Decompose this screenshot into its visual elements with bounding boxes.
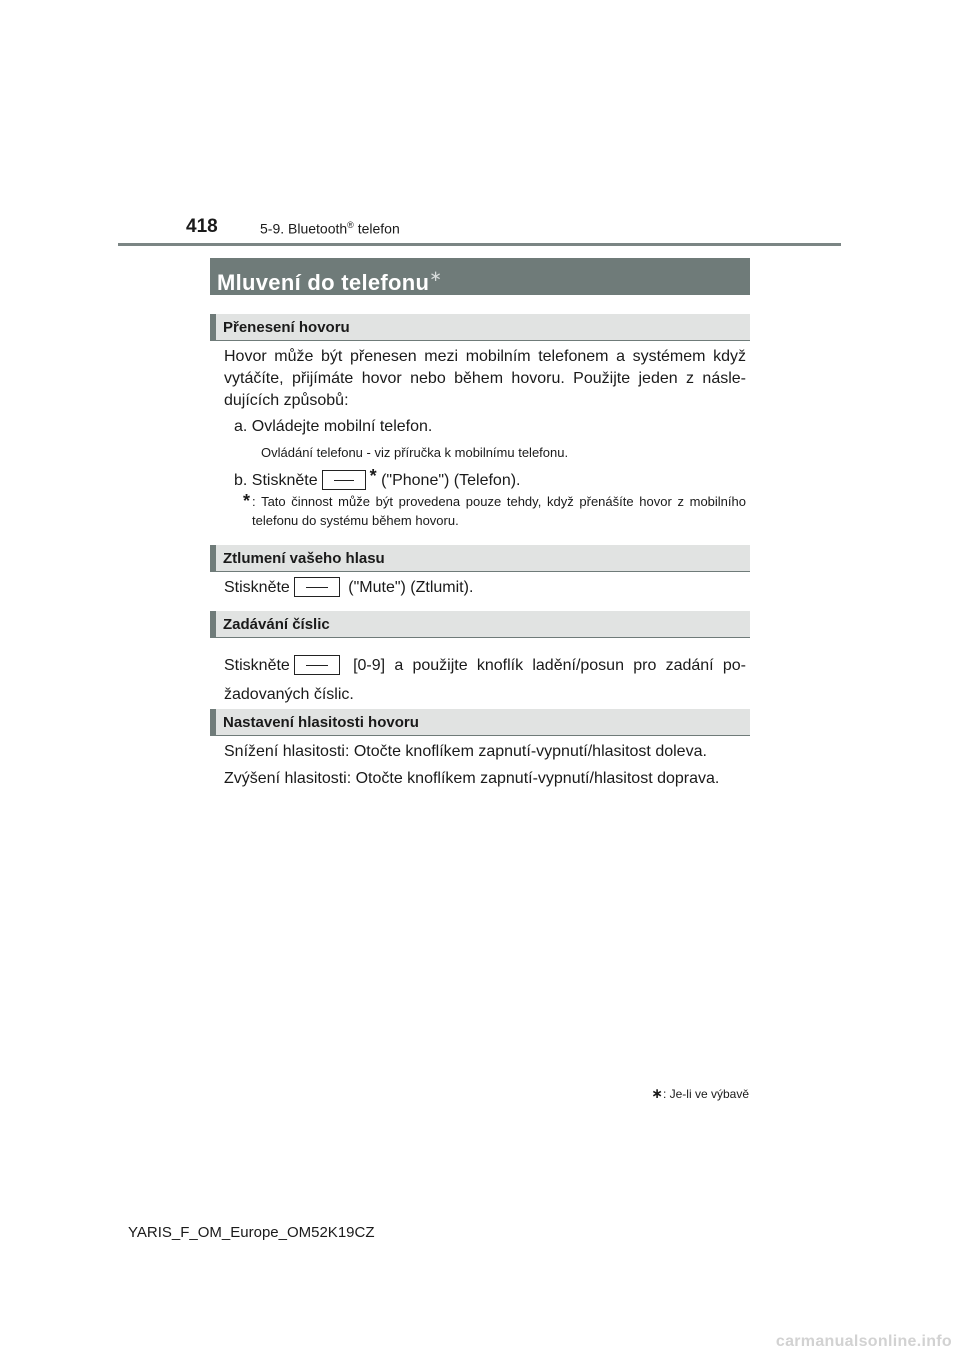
heading-digits: Zadávání číslic <box>210 611 750 638</box>
volume-increase: Zvýšení hlasitosti: Otočte knoflíkem zapnutí-vypnutí/hlasitost doprava. <box>224 770 720 787</box>
optional-footnote: ∗: Je-li ve výbavě <box>651 1085 749 1101</box>
mute-button-icon <box>294 577 340 597</box>
volume-decrease: Snížení hlasitosti: Otočte knoflíkem zapnutí-vypnutí/hlasitost doleva. <box>224 743 707 760</box>
header-divider <box>118 243 841 246</box>
transfer-item-a-note: Ovládání telefonu - viz příručka k mobilnímu telefonu. <box>261 445 569 460</box>
digits-instruction: Stiskněte [0-9] a použijte knoflík ladění/posun pro zadání po-žadovaných číslic. <box>224 657 746 703</box>
transfer-note: * : Tato činnost může být provedena pouze tehdy, když přenášíte hovor z mobilního telefonu do systému během hovoru. <box>243 491 746 528</box>
transfer-item-a: a. Ovládejte mobilní telefon. <box>234 418 433 435</box>
page-title: Mluvení do telefonu∗ <box>210 258 750 295</box>
digits-button-icon <box>294 655 340 675</box>
watermark: carmanualsonline.info <box>775 1333 952 1350</box>
page-number: 418 <box>186 216 218 237</box>
phone-button-icon <box>322 470 366 490</box>
document-id: YARIS_F_OM_Europe_OM52K19CZ <box>128 1224 375 1241</box>
section-breadcrumb: 5-9. Bluetooth® telefon <box>260 220 400 237</box>
mute-instruction: Stiskněte ("Mute") (Ztlumit). <box>224 579 474 596</box>
transfer-intro: Hovor může být přenesen mezi mobilním telefonem a systémem když vytáčíte, přijímáte hovor nebo během hovoru. Použijte jeden z násle-dujících způsobů: <box>224 348 746 409</box>
heading-mute: Ztlumení vašeho hlasu <box>210 545 750 572</box>
optional-marker: ∗ <box>429 268 443 285</box>
heading-volume: Nastavení hlasitosti hovoru <box>210 709 750 736</box>
heading-transfer: Přenesení hovoru <box>210 314 750 341</box>
transfer-item-b: b. Stiskněte * ("Phone") (Telefon). <box>234 466 521 489</box>
